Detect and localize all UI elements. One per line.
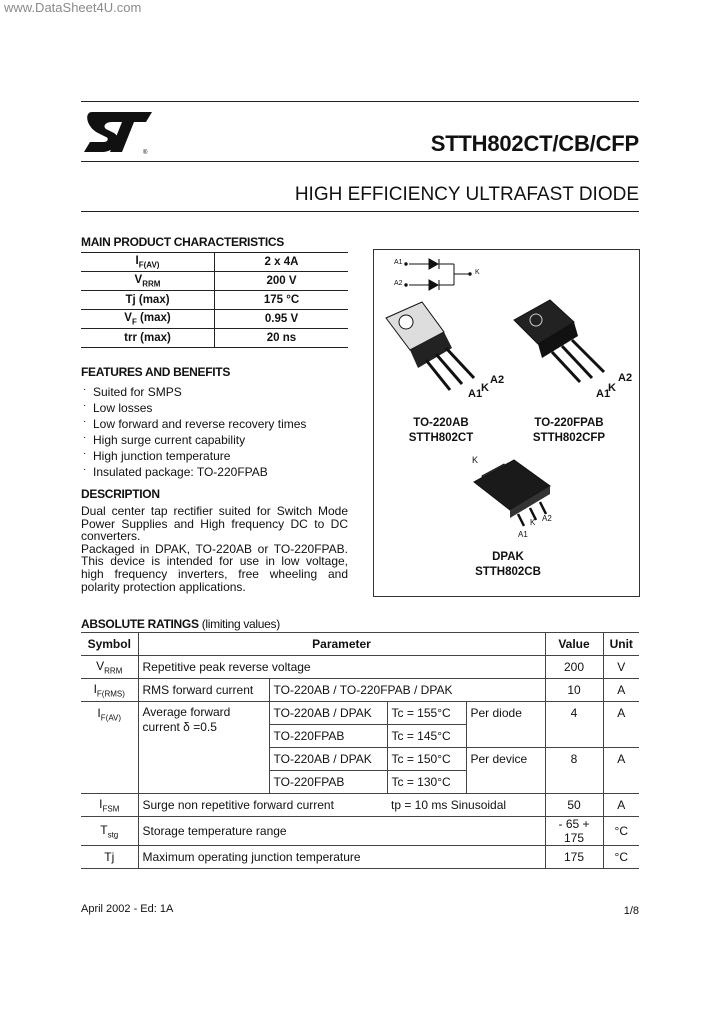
svg-text:®: ® [143,150,148,156]
symbol-cell: $I_{F(RMS)}$ [81,679,138,702]
header-unit: Unit [603,633,639,656]
list-item: · Low forward and reverse recovery times [83,416,307,431]
description-text [81,505,348,593]
dpak-a1-label: A1 [518,530,528,539]
value-cell: 200 V [215,272,349,291]
table-row [81,253,348,272]
to220ab-label: TO-220AB STTH802CT [408,417,474,444]
value-cell: 200 [545,656,603,679]
tc-cell: Tc = 145°C [387,725,466,748]
st-logo [80,108,155,161]
param-cell: $V_F$ (max) [81,310,215,329]
package-cell: TO-220FPAB [269,725,387,748]
header-symbol: Symbol [81,633,138,656]
package-cell: TO-220AB / DPAK [269,702,387,725]
value-cell: 2 x 4A [215,253,349,272]
main-characteristics-table [81,252,348,348]
to220ab-a1-label: A1 [468,388,483,400]
description-paragraph: Packaged in DPAK, TO-220AB or TO-220FPAB. This device is intended for use in low voltage, high frequency inverters, free wheeling and polarity protection applications. [81,541,348,594]
part-number: STTH802CT/CB/CFP [430,131,639,156]
list-item: · Suited for SMPS [83,384,182,399]
param-cell: Tj (max) [81,291,215,310]
dpak-k-top-label: K [472,455,479,465]
page-number: 1/8 [623,905,639,917]
to220ab-a2-label: A2 [490,374,505,386]
value-cell: 8 [545,748,603,794]
value-cell: 175 [545,846,603,869]
parameter-cell: Maximum operating junction temperature [138,846,545,869]
parameter-cell: Surge non repetitive forward current [138,794,387,817]
unit-cell: V [603,656,639,679]
value-cell: 4 [545,702,603,748]
table-row [81,656,639,679]
ratings-title: ABSOLUTE RATINGS (limiting values) [81,617,280,631]
table-row [81,310,348,329]
condition-cell: tp = 10 ms Sinusoidal [387,794,545,817]
symbol-cell: Tj [81,846,138,869]
per-device-cell: Per device [466,748,545,794]
symbol-cell: $I_{F(AV)}$ [81,702,138,794]
features-list [81,384,306,480]
diode-schematic [405,259,471,290]
param-cell: $I_{F(AV)}$ [81,253,215,272]
package-cell: TO-220AB / DPAK [269,748,387,771]
watermark: www.DataSheet4U.com [4,0,142,15]
header-rule-bottom [81,211,639,212]
dpak-drawing [474,460,550,526]
unit-cell: A [603,794,639,817]
to220fpab-k-label: K [608,382,616,394]
table-row [81,291,348,310]
header-parameter: Parameter [138,633,545,656]
parameter-cell: RMS forward current [138,679,269,702]
header-value: Value [545,633,603,656]
schematic-a2-label: A2 [394,280,403,287]
to220fpab-a2-label: A2 [618,372,633,384]
table-row [81,329,348,348]
table-row [81,702,639,725]
list-item: · Insulated package: TO-220FPAB [83,464,268,479]
dpak-label: DPAK STTH802CB [475,551,541,578]
table-row [81,679,639,702]
value-cell: 10 [545,679,603,702]
value-cell: 20 ns [215,329,349,348]
table-row [81,272,348,291]
list-item: · High junction temperature [83,448,231,463]
table-row [81,794,639,817]
param-cell: $V_{RRM}$ [81,272,215,291]
parameter-cell: Average forward current δ =0.5 [138,702,269,794]
dpak-k-label: K [530,518,536,527]
to220ab-drawing [386,302,474,390]
features-title: FEATURES AND BENEFITS [81,365,231,379]
symbol-cell: $I_{FSM}$ [81,794,138,817]
package-outline-box [373,249,640,597]
value-cell: - 65 + 175 [545,817,603,846]
list-item: · High surge current capability [83,432,246,447]
description-paragraph: Dual center tap rectifier suited for Switch Mode Power Supplies and High frequency DC to DC converters. [81,504,348,544]
unit-cell: A [603,679,639,702]
dpak-a2-label: A2 [542,514,552,523]
description-title: DESCRIPTION [81,487,160,501]
value-cell: 175 °C [215,291,349,310]
per-diode-cell: Per diode [466,702,545,748]
to220fpab-drawing [514,300,604,382]
main-characteristics-title: MAIN PRODUCT CHARACTERISTICS [81,235,284,249]
table-row [81,846,639,869]
list-item: · Low losses [83,400,153,415]
absolute-ratings-table [81,632,639,869]
unit-cell: °C [603,817,639,846]
package-cell: TO-220AB / TO-220FPAB / DPAK [269,679,545,702]
unit-cell: A [603,702,639,748]
schematic-a1-label: A1 [394,259,403,266]
tc-cell: Tc = 155°C [387,702,466,725]
parameter-cell: Storage temperature range [138,817,545,846]
device-subtitle: HIGH EFFICIENCY ULTRAFAST DIODE [294,184,639,205]
tc-cell: Tc = 150°C [387,748,466,771]
tc-cell: Tc = 130°C [387,771,466,794]
value-cell: 50 [545,794,603,817]
package-cell: TO-220FPAB [269,771,387,794]
table-header-row [81,633,639,656]
to220fpab-label: TO-220FPAB STTH802CFP [532,417,606,444]
symbol-cell: $T_{stg}$ [81,817,138,846]
param-cell: trr (max) [81,329,215,348]
to220fpab-a1-label: A1 [596,388,611,400]
footer-date: April 2002 - Ed: 1A [81,903,174,915]
unit-cell: °C [603,846,639,869]
to220ab-k-label: K [481,382,489,394]
unit-cell: A [603,748,639,794]
value-cell: 0.95 V [215,310,349,329]
header-rule-top [81,101,639,102]
parameter-cell: Repetitive peak reverse voltage [138,656,545,679]
schematic-k-label: K [475,269,480,276]
header-rule-mid [81,161,639,162]
table-row [81,817,639,846]
symbol-cell: $V_{RRM}$ [81,656,138,679]
